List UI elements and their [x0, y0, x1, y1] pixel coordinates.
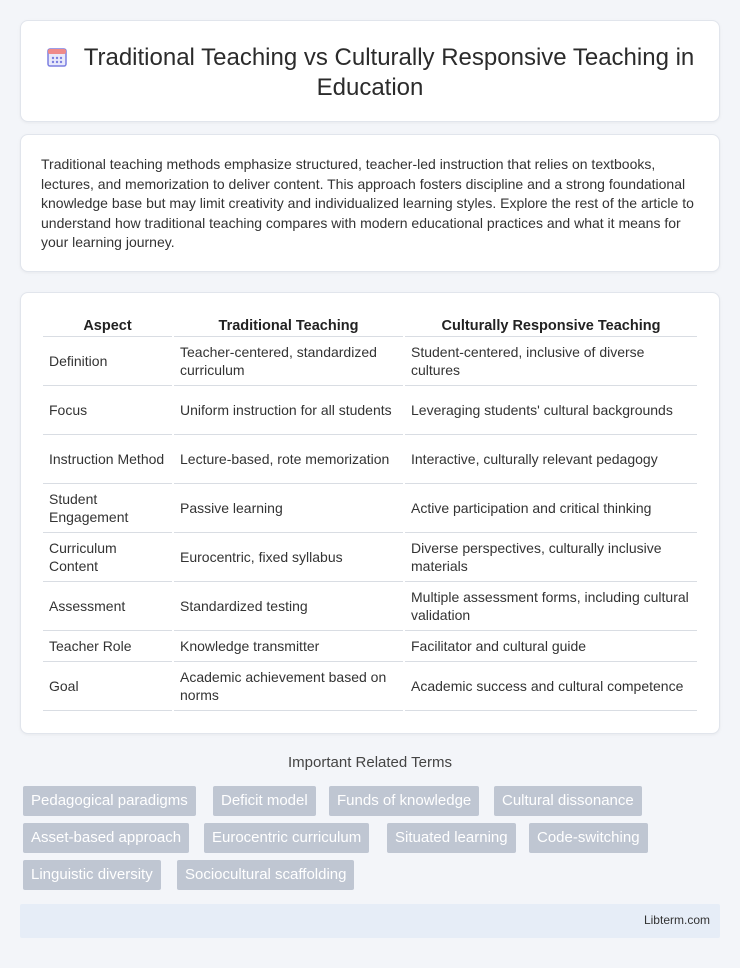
footer: [20, 904, 720, 938]
page-title-text: Traditional Teaching vs Culturally Responsive Teaching in Education: [83, 44, 695, 101]
table-row: [43, 337, 697, 386]
header-traditional: Traditional Teaching: [174, 315, 403, 337]
tag-pedagogical-paradigms[interactable]: Pedagogical paradigms: [23, 786, 196, 816]
table-row: [43, 435, 697, 484]
cell-culturally-responsive: Diverse perspectives, culturally inclusive materials: [405, 533, 697, 582]
cell-traditional: Standardized testing: [174, 582, 403, 631]
cell-culturally-responsive: Academic success and cultural competence: [405, 662, 697, 711]
cell-culturally-responsive: Interactive, culturally relevant pedagogy: [405, 435, 697, 484]
table-row: [43, 631, 697, 662]
cell-culturally-responsive: Active participation and critical thinking: [405, 484, 697, 533]
cell-aspect: Goal: [43, 662, 172, 711]
cell-traditional: Knowledge transmitter: [174, 631, 403, 662]
table-row: [43, 582, 697, 631]
cell-traditional: Lecture-based, rote memorization: [174, 435, 403, 484]
cell-traditional: Academic achievement based on norms: [174, 662, 403, 711]
cell-aspect: Focus: [43, 386, 172, 435]
table-row: [43, 662, 697, 711]
cell-culturally-responsive: Student-centered, inclusive of diverse cultures: [405, 337, 697, 386]
tag-eurocentric-curriculum[interactable]: Eurocentric curriculum: [204, 823, 369, 853]
table-row: [43, 533, 697, 582]
table-header-row: [43, 315, 697, 337]
tag-situated-learning[interactable]: Situated learning: [387, 823, 516, 853]
comparison-table: [41, 315, 699, 711]
cell-aspect: Teacher Role: [43, 631, 172, 662]
cell-aspect: Student Engagement: [43, 484, 172, 533]
table-row: [43, 484, 697, 533]
header-culturally-responsive: Culturally Responsive Teaching: [405, 315, 697, 337]
calendar-icon: [46, 46, 68, 68]
cell-culturally-responsive: Multiple assessment forms, including cultural validation: [405, 582, 697, 631]
cell-aspect: Definition: [43, 337, 172, 386]
cell-traditional: Uniform instruction for all students: [174, 386, 403, 435]
comparison-table-card: [20, 292, 720, 734]
intro-card: [20, 134, 720, 272]
tag-code-switching[interactable]: Code-switching: [529, 823, 648, 853]
tag-sociocultural-scaffolding[interactable]: Sociocultural scaffolding: [177, 860, 354, 890]
cell-aspect: Assessment: [43, 582, 172, 631]
cell-traditional: Passive learning: [174, 484, 403, 533]
title-card: [20, 20, 720, 122]
intro-paragraph: Traditional teaching methods emphasize structured, teacher-led instruction that relies on textbooks, lectures, and memorization to deliver content. This approach fosters discipline and a strong foundational knowledge base but may limit creativity and individualized learning styles. Explore the rest of the article to understand how traditional teaching compares with modern educational practices and what it means for your learning journey.: [41, 156, 694, 250]
cell-traditional: Teacher-centered, standardized curriculum: [174, 337, 403, 386]
table-row: [43, 386, 697, 435]
header-aspect: Aspect: [43, 315, 172, 337]
cell-culturally-responsive: Facilitator and cultural guide: [405, 631, 697, 662]
cell-aspect: Curriculum Content: [43, 533, 172, 582]
tag-cultural-dissonance[interactable]: Cultural dissonance: [494, 786, 642, 816]
cell-culturally-responsive: Leveraging students' cultural backgrounds: [405, 386, 697, 435]
page-title: [41, 43, 699, 103]
footer-site-link[interactable]: Libterm.com: [643, 913, 710, 927]
tag-linguistic-diversity[interactable]: Linguistic diversity: [23, 860, 161, 890]
cell-traditional: Eurocentric, fixed syllabus: [174, 533, 403, 582]
related-terms-heading: Important Related Terms: [288, 754, 452, 771]
tag-asset-based-approach[interactable]: Asset-based approach: [23, 823, 189, 853]
cell-aspect: Instruction Method: [43, 435, 172, 484]
tag-funds-of-knowledge[interactable]: Funds of knowledge: [329, 786, 479, 816]
tag-deficit-model[interactable]: Deficit model: [213, 786, 316, 816]
